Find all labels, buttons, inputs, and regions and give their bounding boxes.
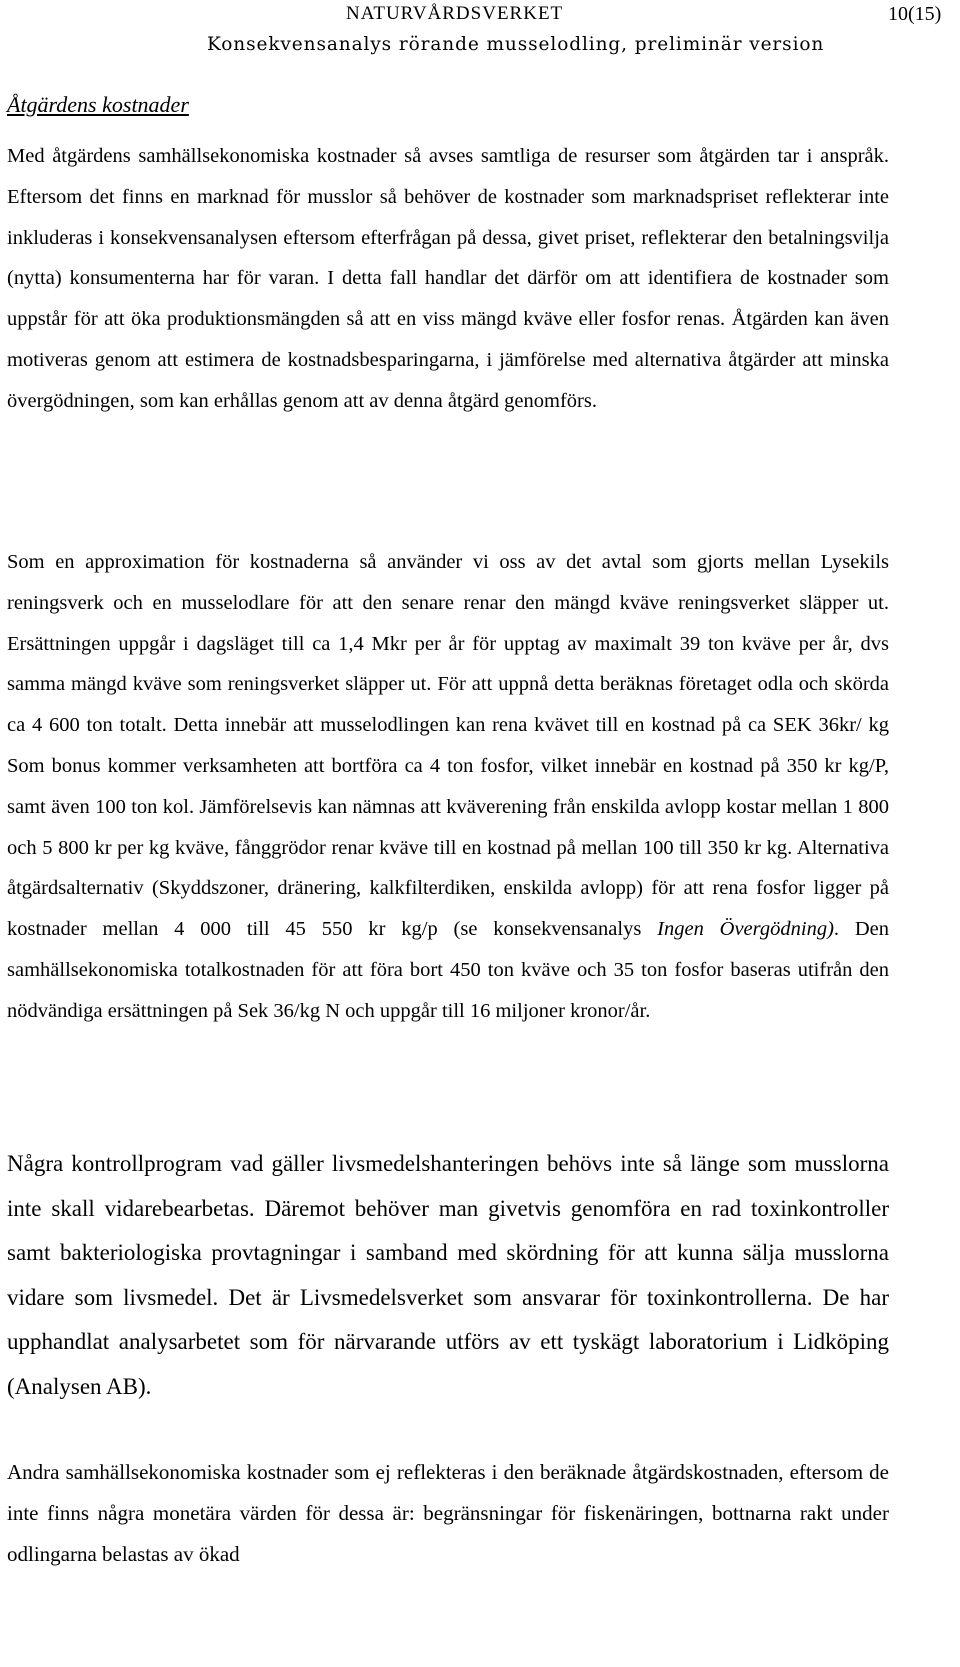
header-agency: NATURVÅRDSVERKET	[346, 3, 564, 24]
paragraph-control-programs: Några kontrollprogram vad gäller livsmedelshanteringen behövs inte så länge som musslorna inte skall vidarebearbetas. Däremot behöver man givetvis genomföra en rad toxinkontroller samt bakteriologiska provtagningar i samband med skördning för att kunna sälja musslorna vidare som livsmedel. Det är Livsmedelsverket som ansvarar för toxinkontrollerna. De har upphandlat analysarbetet som för närvarande utförs av ett tyskägt laboratorium i Lidköping (Analysen AB).	[7, 1151, 889, 1399]
paragraph-text: . Den samhällsekonomiska totalkostnaden för att föra bort 450 ton kväve och 35 ton fosfor baseras utifrån den nödvändiga ersättningen på Sek 36/kg N och uppgår till 16 miljoner kronor/år.	[7, 918, 890, 1022]
header-subtitle: Konsekvensanalys rörande musselodling, preliminär version	[207, 34, 825, 55]
page-number: 10(15)	[888, 3, 942, 25]
section-heading: Åtgärdens kostnader	[7, 92, 189, 117]
paragraph-text: Som en approximation för kostnaderna så använder vi oss av det avtal som gjorts mellan Lysekils reningsverk och en musselodlare för att den senare renar den mängd kväve reningsverket släpper ut. Ersättningen uppgår i dagsläget till ca 1,4 Mkr per år för upptag av maximalt 39 ton kväve per år, dvs samma mängd kväve som reningsverket släpper ut. För att uppnå detta beräknas företaget odla och skörda ca 4 600 ton totalt. Detta innebär att musselodlingen kan rena kvävet till en kostnad på ca SEK 36kr/ kg Som bonus kommer verksamheten att bortföra ca 4 ton fosfor, vilket innebär en kostnad på 350 kr kg/P, samt även 100 ton kol. Jämförelsevis kan nämnas att kväverening från enskilda avlopp kostar mellan 1 800 och 5 800 kr per kg kväve, fånggrödor renar kväve till en kostnad på mellan 100 till 350 kr kg. Alternativa åtgärdsalternativ (Skyddszoner, dränering, kalkfilterdiken, enskilda avlopp) för att rena fosfor ligger på kostnader mellan 4 000 till 45 550 kr kg/p (se konsekvensanalys	[7, 551, 889, 941]
paragraph-cost-approximation	[7, 542, 889, 1032]
paragraph-costs-definition: Med åtgärdens samhällsekonomiska kostnader så avses samtliga de resurser som åtgärden tar i anspråk. Eftersom det finns en marknad för musslor så behöver de kostnader som marknadspriset reflekterar inte inkluderas i konsekvensanalysen eftersom efterfrågan på dessa, givet priset, reflekterar den betalningsvilja (nytta) konsumenterna har för varan. I detta fall handlar det därför om att identifiera de kostnader som uppstår för att öka produktionsmängden så att en viss mängd kväve eller fosfor renas. Åtgärden kan även motiveras genom att estimera de kostnadsbesparingarna, i jämförelse med alternativa åtgärder att minska övergödningen, som kan erhållas genom att av denna åtgärd genomförs.	[7, 145, 889, 412]
paragraph-other-costs: Andra samhällsekonomiska kostnader som ej reflekteras i den beräknade åtgärdskostnaden, eftersom de inte finns några monetära värden för dessa är: begränsningar för fiskenäringen, bottnarna rakt under odlingarna belastas av ökad	[7, 1460, 889, 1566]
referenced-analysis-title: Ingen Övergödning)	[657, 918, 834, 941]
